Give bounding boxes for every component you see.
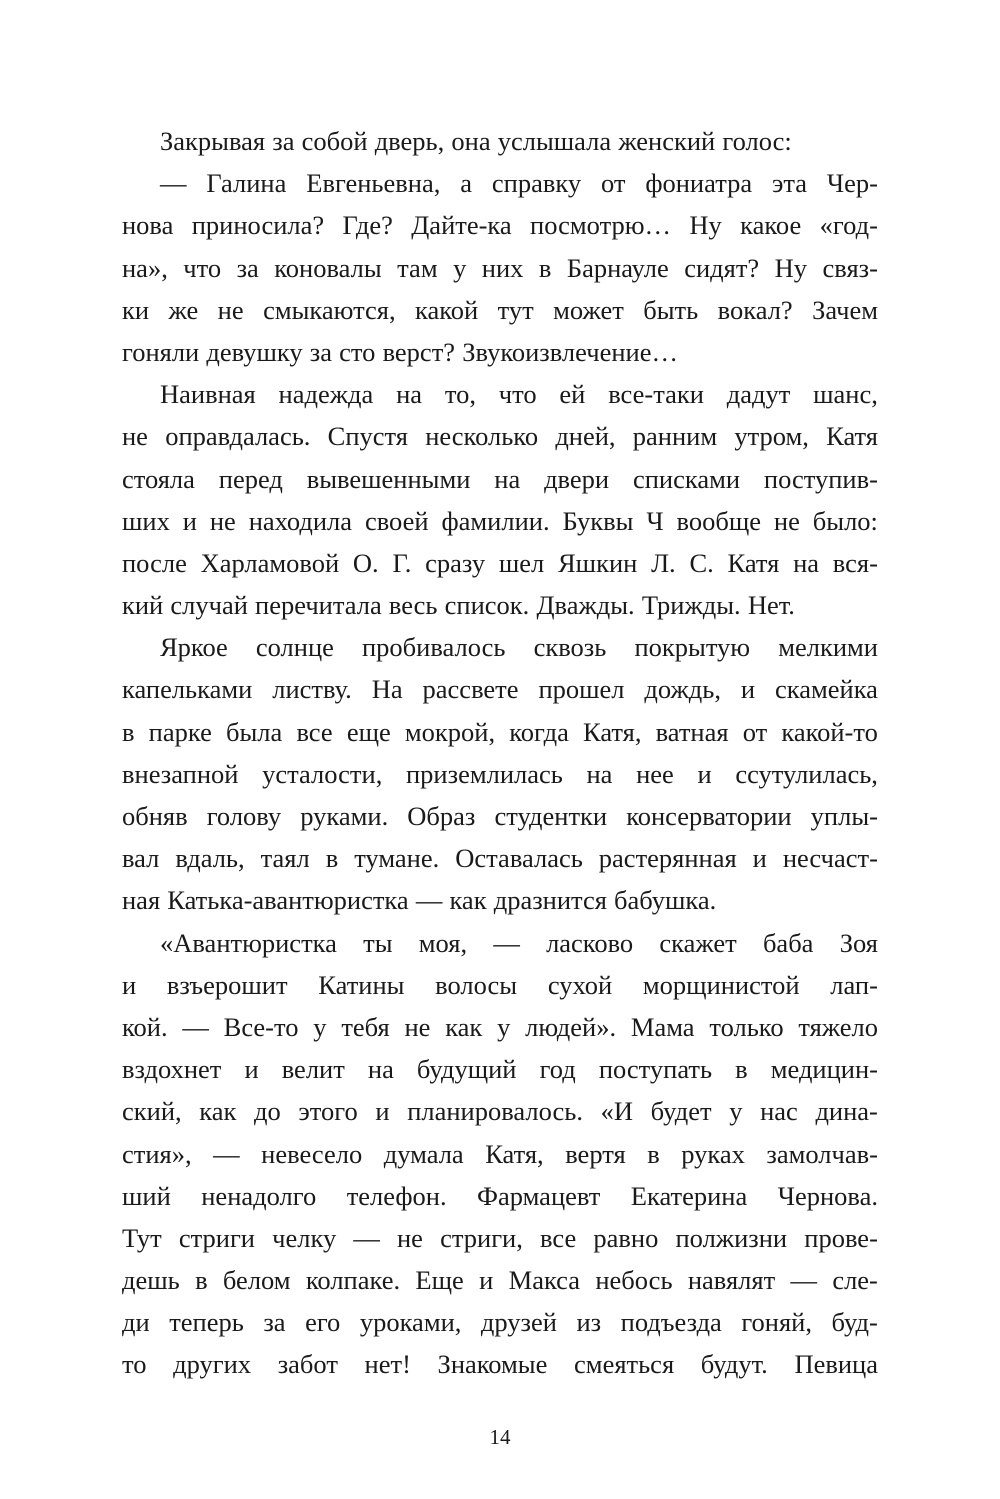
page-number: 14 (489, 1425, 511, 1449)
body-text (122, 120, 878, 1386)
text-line: ди теперь за его уроками, друзей из подъезда гоняй, буд- (122, 1307, 878, 1338)
text-line: Закрывая за собой дверь, она услышала женский голос: (160, 126, 792, 156)
text-line: ший ненадолго телефон. Фармацевт Екатерина Чернова. (122, 1180, 878, 1211)
text-line: ная Катька-авантюристка — как дразнится бабушка. (122, 885, 717, 916)
text-line: вздохнет и велит на будущий год поступать в медицин- (122, 1054, 878, 1085)
text-line: «Авантюристка ты моя, — ласково скажет баба Зоя (160, 927, 878, 958)
text-line: на», что за коновалы там у них в Барнауле сидят? Ну связ- (122, 252, 878, 283)
text-line: в парке была все еще мокрой, когда Катя, ватная от какой-то (122, 716, 878, 747)
text-line: внезапной усталости, приземлилась на нее и ссутулилась, (122, 758, 878, 789)
text-line: кий случай перечитала весь список. Дважды. Трижды. Нет. (122, 590, 795, 621)
text-line: то других забот нет! Знакомые смеяться будут. Певица (122, 1349, 878, 1380)
text-line: вал вдаль, таял в тумане. Оставалась растерянная и несчаст- (122, 843, 878, 874)
text-line: стояла перед вывешенными на двери списками поступив- (122, 463, 878, 494)
text-line: после Харламовой О. Г. сразу шел Яшкин Л. С. Катя на вся- (122, 547, 878, 578)
text-line: ших и не находила своей фамилии. Буквы Ч вообще не было: (122, 505, 878, 536)
text-line: гоняли девушку за сто верст? Звукоизвлечение… (122, 336, 678, 367)
text-line: ки же не смыкаются, какой тут может быть вокал? Зачем (122, 294, 878, 325)
text-line: — Галина Евгеньевна, а справку от фониатра эта Чер- (160, 168, 878, 199)
text-line: Тут стриги челку — не стриги, все равно полжизни прове- (122, 1222, 878, 1253)
text-line: обняв голову руками. Образ студентки консерватории уплы- (122, 801, 878, 831)
text-line: Наивная надежда на то, что ей все-таки дадут шанс, (160, 379, 878, 410)
text-line: нова приносила? Где? Дайте-ка посмотрю… Ну какое «год- (122, 210, 878, 241)
text-line: ский, как до этого и планировалось. «И будет у нас дина- (122, 1096, 878, 1127)
text-line: и взъерошит Катины волосы сухой морщинистой лап- (122, 969, 878, 1000)
text-line: Яркое солнце пробивалось сквозь покрытую мелкими (160, 632, 878, 663)
text-line: кой. — Все-то у тебя не как у людей». Мама только тяжело (122, 1011, 878, 1042)
text-line: дешь в белом колпаке. Еще и Макса небось навялят — сле- (122, 1265, 878, 1296)
text-line: капельками листву. На рассвете прошел дождь, и скамейка (122, 674, 878, 705)
text-line: стия», — невесело думала Катя, вертя в руках замолчав- (122, 1138, 878, 1169)
text-line: не оправдалась. Спустя несколько дней, ранним утром, Катя (122, 421, 878, 452)
